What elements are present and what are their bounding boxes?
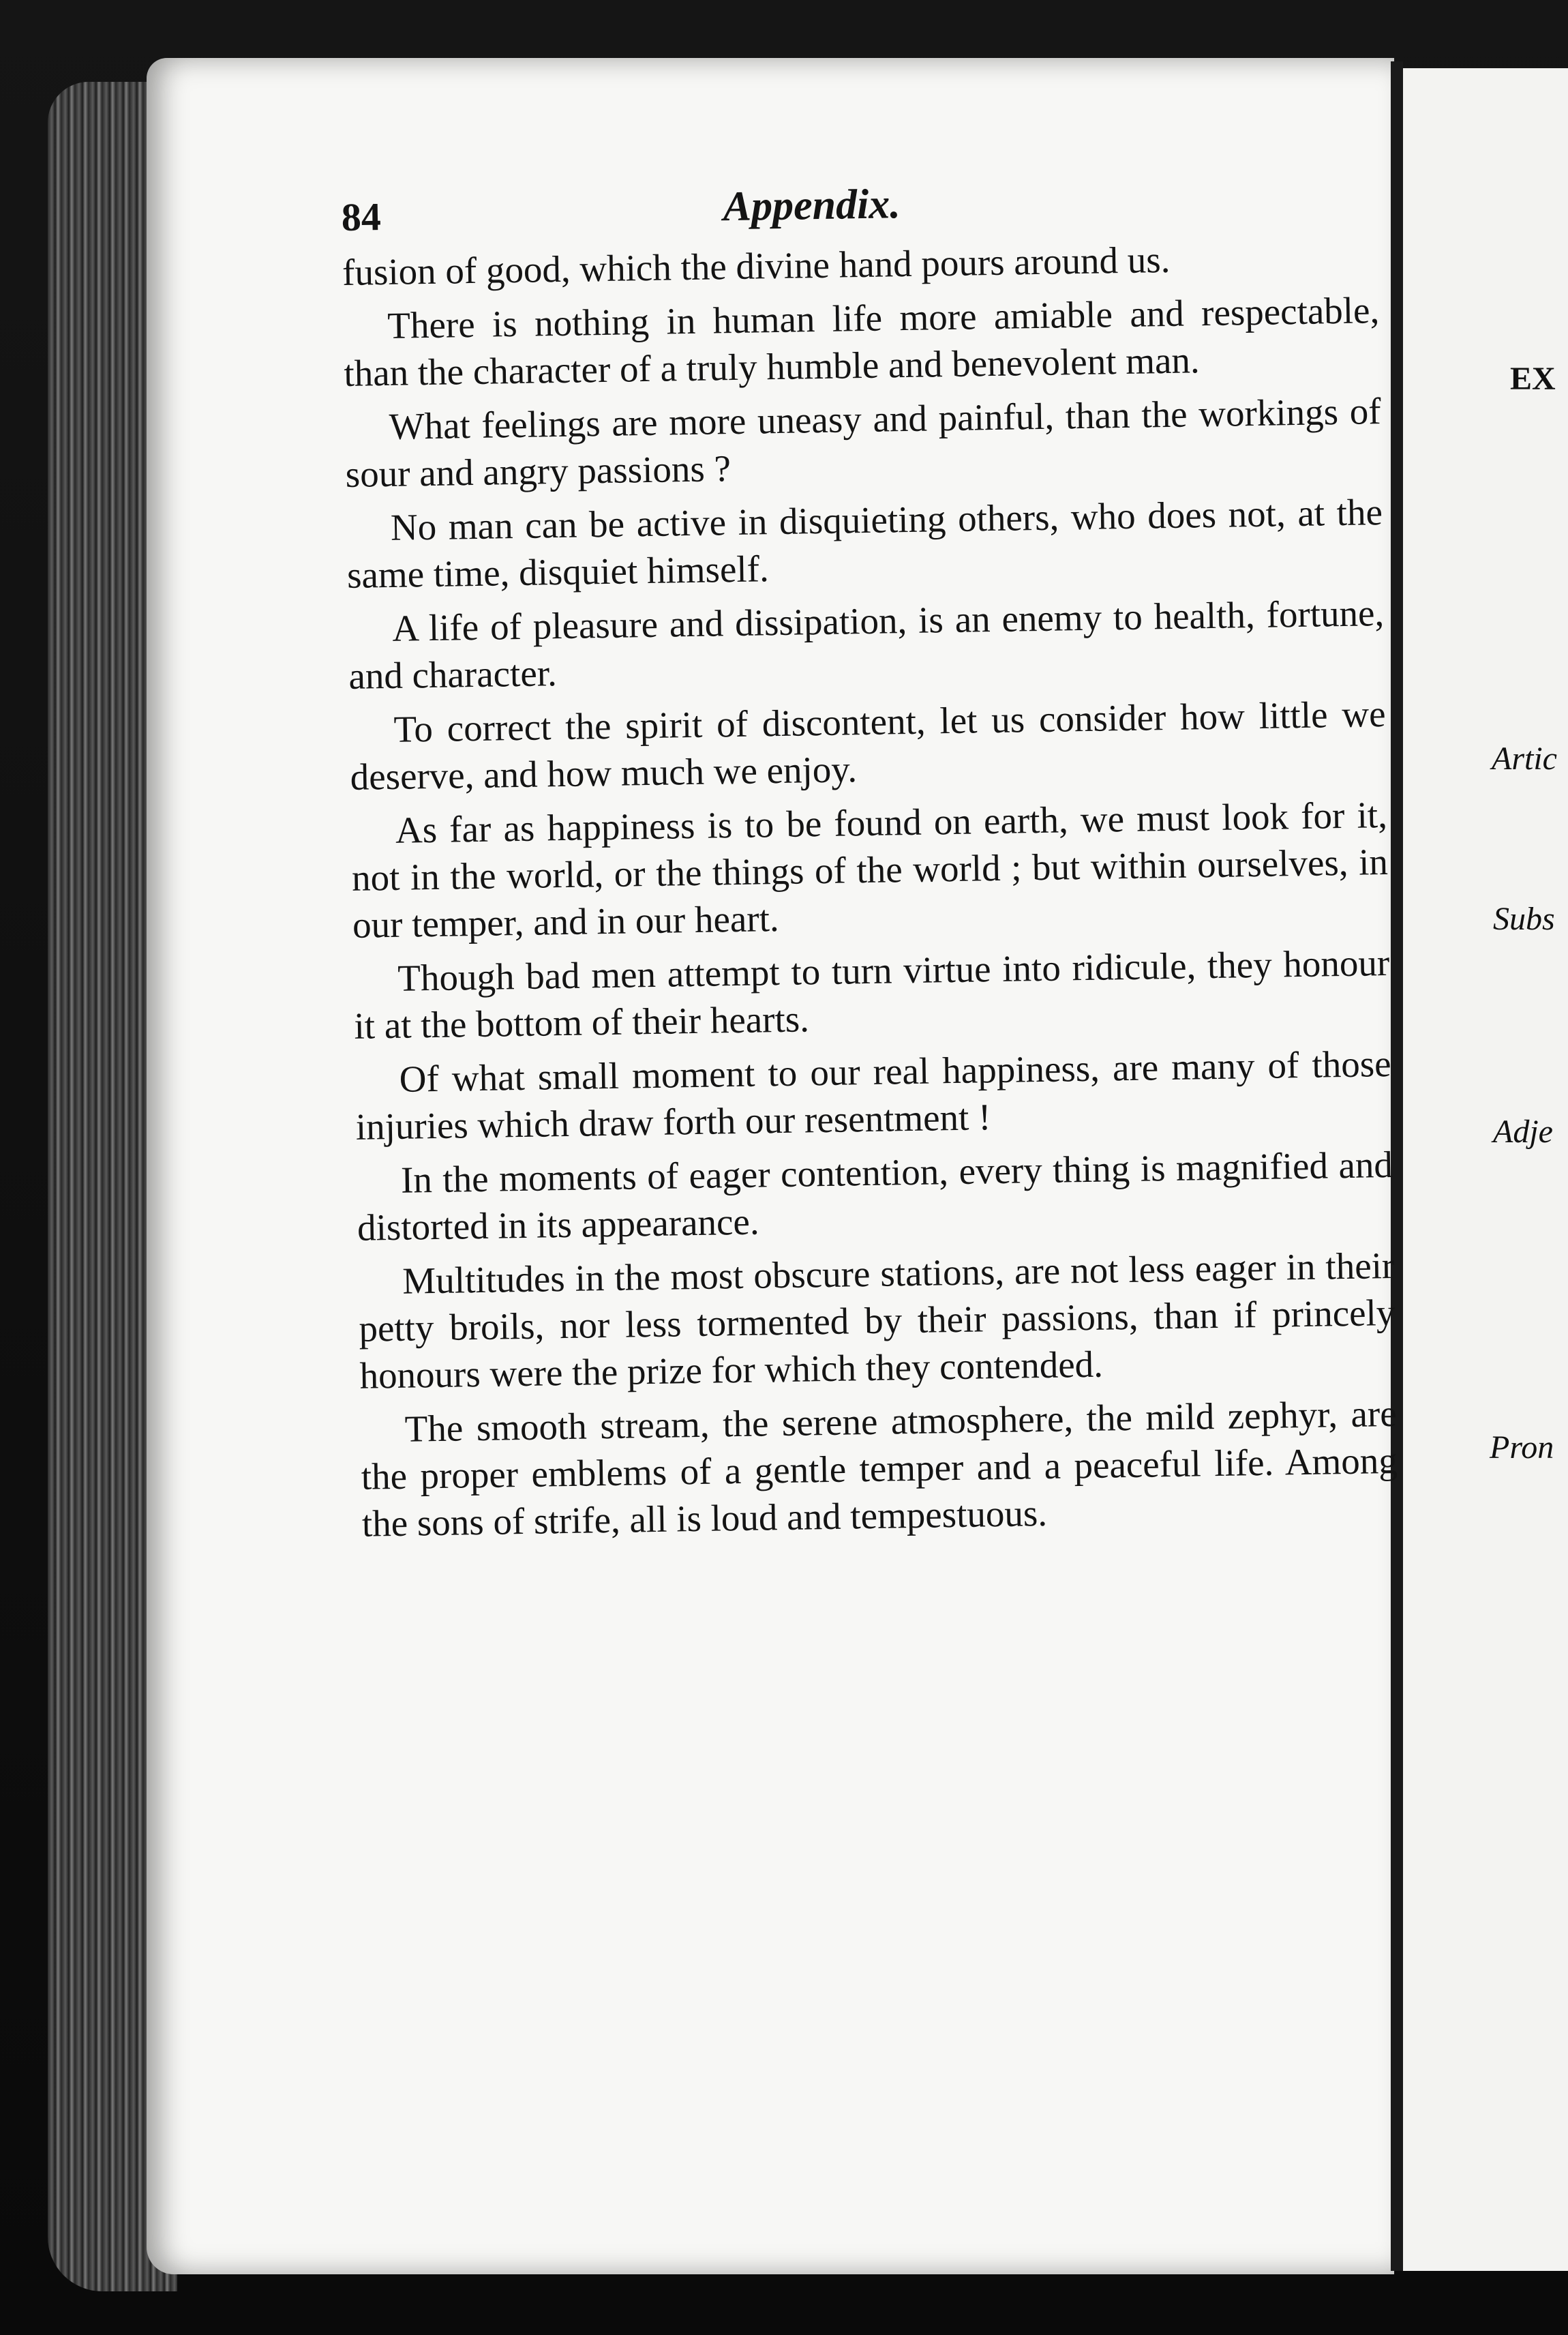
paragraph: Though bad men attempt to turn virtue into ridicule, they honour it at the bottom of their hearts.: [353, 941, 1390, 1047]
right-page-margin-fragment: Pron: [1490, 1429, 1554, 1466]
paragraph: What feelings are more uneasy and painful, than the workings of sour and angry passions ?: [345, 390, 1381, 495]
right-page-margin-fragment: Adje: [1493, 1114, 1553, 1150]
paragraph: A life of pleasure and dissipation, is an enemy to health, fortune, and character.: [348, 592, 1385, 697]
right-page-heading-fragment: EX: [1510, 361, 1556, 397]
paragraph: To correct the spirit of discontent, let us consider how little we deserve, and how much we enjoy.: [350, 693, 1386, 798]
paragraph: The smooth stream, the serene atmosphere, the mild zephyr, are the proper emblems of a gentle temper and a peaceful life. Among the sons of strife, all is loud and tempestuous.: [361, 1392, 1398, 1545]
right-page: [1403, 68, 1568, 2271]
right-page-margin-fragment: Subs: [1493, 901, 1555, 937]
page-number: 84: [341, 194, 382, 239]
paragraph: Of what small moment to our real happiness, are many of those injuries which draw forth our resentment !: [355, 1042, 1392, 1148]
paragraph: fusion of good, which the divine hand pours around us.: [342, 238, 1171, 293]
paragraph: Multitudes in the most obscure stations, are not less eager in their petty broils, nor less tormented by their passions, than if princely honours were the prize for which they contended.: [358, 1244, 1396, 1397]
paragraph: No man can be active in disquieting others, who does not, at the same time, disquiet himself.: [346, 491, 1383, 596]
paragraph: There is nothing in human life more amiable and respectable, than the character of a truly humble and benevolent man.: [343, 289, 1380, 394]
page-content: [341, 164, 1398, 1554]
running-title: Appendix.: [723, 181, 901, 230]
right-page-margin-fragment: Artic: [1492, 741, 1557, 777]
paragraph: As far as happiness is to be found on earth, we must look for it, not in the world, or the things of the world ; but within ourselves, in our temper, and in our heart.: [351, 794, 1389, 946]
paragraph: In the moments of eager contention, every thing is magnified and distorted in its appearance.: [357, 1143, 1393, 1249]
